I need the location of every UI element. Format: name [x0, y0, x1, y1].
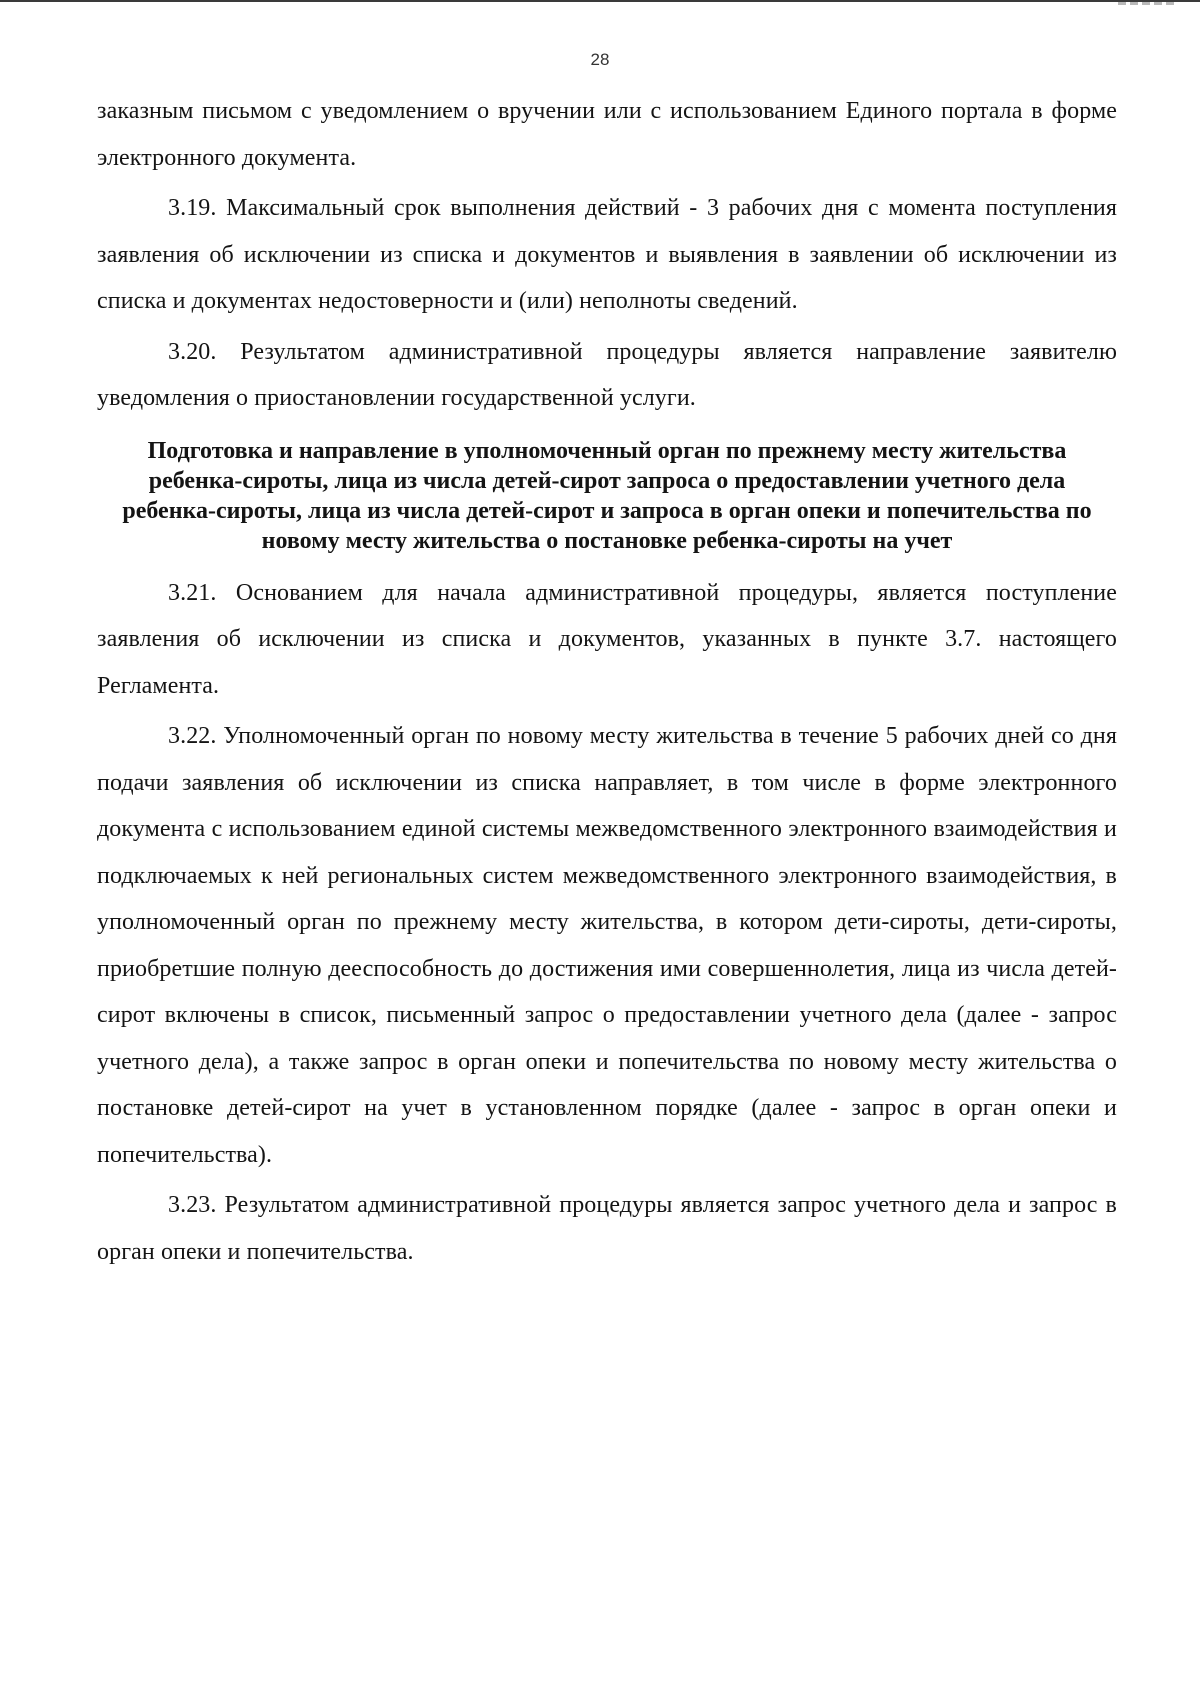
paragraph-3-22: 3.22. Уполномоченный орган по новому месту жительства в течение 5 рабочих дней со дня подачи заявления об исключении из списка направляет, в том числе в форме электронного документа с использованием единой системы межведомственного электронного взаимодействия и подключаемых к ней региональных систем межведомственного электронного взаимодействия, в уполномоченный орган по прежнему месту жительства, в котором дети-сироты, дети-сироты, приобретшие полную дееспособность до достижения ими совершеннолетия, лица из числа детей-сирот включены в список, письменный запрос о предоставлении учетного дела (далее - запрос учетного дела), а также запрос в орган опеки и попечительства по новому месту жительства о постановке детей-сирот на учет в установленном порядке (далее - запрос в орган опеки и попечительства).: [97, 723, 1117, 1168]
document-body: [97, 88, 1117, 1275]
scan-top-edge: [0, 0, 1200, 2]
section-heading: Подготовка и направление в уполномоченный орган по прежнему месту жительства ребенка-сироты, лица из числа детей-сирот запроса о предоставлении учетного дела ребенка-сироты, лица из числа детей-сирот и запроса в орган опеки и попечительства по новому месту жительства о постановке ребенка-сироты на учет: [122, 437, 1092, 554]
paragraph-3-21: 3.21. Основанием для начала административной процедуры, является поступление заявления об исключении из списка и документов, указанных в пункте 3.7. настоящего Регламента.: [97, 579, 1117, 699]
scan-corner-mark: [1118, 2, 1178, 5]
paragraph-3-20: 3.20. Результатом административной процедуры является направление заявителю уведомления о приостановлении государственной услуги.: [97, 338, 1117, 411]
paragraph-continuation: заказным письмом с уведомлением о вручении или с использованием Единого портала в форме электронного документа.: [97, 98, 1117, 171]
page-number: 28: [590, 50, 610, 69]
paragraph-3-23: 3.23. Результатом административной процедуры является запрос учетного дела и запрос в орган опеки и попечительства.: [97, 1192, 1117, 1265]
paragraph-3-19: 3.19. Максимальный срок выполнения действий - 3 рабочих дня с момента поступления заявления об исключении из списка и документов и выявления в заявлении об исключении из списка и документах недостоверности и (или) неполноты сведений.: [97, 195, 1117, 314]
